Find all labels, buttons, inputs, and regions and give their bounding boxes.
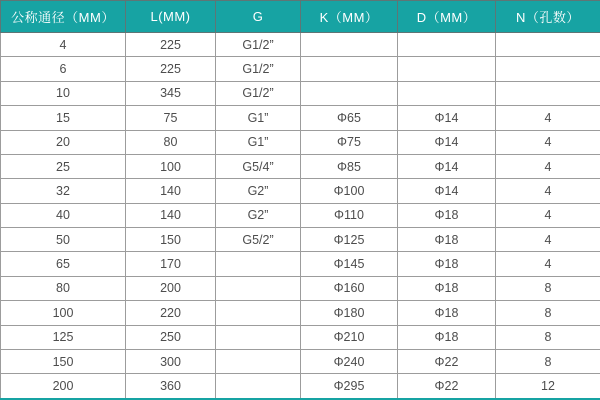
table-row — [1, 349, 600, 373]
table-cell: Φ180 — [301, 301, 398, 325]
table-cell: 20 — [1, 130, 126, 154]
table-cell: 150 — [126, 228, 216, 252]
table-cell: 15 — [1, 106, 126, 130]
table-cell — [216, 325, 301, 349]
table-cell: 170 — [126, 252, 216, 276]
table-cell: Φ65 — [301, 106, 398, 130]
table-cell: Φ18 — [398, 203, 496, 227]
table-cell: 12 — [496, 374, 600, 399]
table-cell: 345 — [126, 81, 216, 105]
column-header-6: N（孔数） — [496, 1, 600, 33]
table-cell — [216, 276, 301, 300]
table-cell: 65 — [1, 252, 126, 276]
table-cell: 32 — [1, 179, 126, 203]
table-cell: 225 — [126, 33, 216, 57]
table-cell: 140 — [126, 179, 216, 203]
table-cell — [496, 57, 600, 81]
table-cell: Φ18 — [398, 228, 496, 252]
table-cell: 360 — [126, 374, 216, 399]
table-cell: Φ22 — [398, 374, 496, 399]
table-cell — [398, 33, 496, 57]
table-cell: G1” — [216, 106, 301, 130]
table-cell: Φ240 — [301, 349, 398, 373]
column-header-1: 公称通径（MM） — [1, 1, 126, 33]
table-cell: Φ160 — [301, 276, 398, 300]
table-cell: Φ145 — [301, 252, 398, 276]
table-cell: 50 — [1, 228, 126, 252]
table-row — [1, 228, 600, 252]
table-cell: Φ18 — [398, 325, 496, 349]
table-cell: 100 — [1, 301, 126, 325]
table-cell: Φ100 — [301, 179, 398, 203]
table-cell — [398, 81, 496, 105]
table-cell: 4 — [496, 154, 600, 178]
table-cell: 125 — [1, 325, 126, 349]
table-cell: Φ18 — [398, 276, 496, 300]
table-cell: Φ18 — [398, 252, 496, 276]
table-cell: Φ295 — [301, 374, 398, 399]
table-cell: 250 — [126, 325, 216, 349]
table-cell: 8 — [496, 325, 600, 349]
table-cell: Φ75 — [301, 130, 398, 154]
table-cell: 140 — [126, 203, 216, 227]
table-cell: 4 — [496, 228, 600, 252]
table-cell: G2” — [216, 179, 301, 203]
table-cell: 80 — [126, 130, 216, 154]
table-row — [1, 106, 600, 130]
table-cell: Φ14 — [398, 130, 496, 154]
table-cell: 4 — [496, 106, 600, 130]
table-row — [1, 276, 600, 300]
table-cell: 100 — [126, 154, 216, 178]
table-cell — [301, 33, 398, 57]
table-cell — [216, 374, 301, 399]
table-cell: 200 — [1, 374, 126, 399]
table-row — [1, 325, 600, 349]
table-cell: G5/4” — [216, 154, 301, 178]
table-cell: 4 — [1, 33, 126, 57]
table-row — [1, 179, 600, 203]
table-cell: 80 — [1, 276, 126, 300]
table-row — [1, 301, 600, 325]
table-cell — [216, 301, 301, 325]
table-row — [1, 81, 600, 105]
table-cell: Φ210 — [301, 325, 398, 349]
table-cell: 200 — [126, 276, 216, 300]
table-cell: 8 — [496, 349, 600, 373]
table-cell — [301, 81, 398, 105]
table-cell: 6 — [1, 57, 126, 81]
table-cell: G5/2” — [216, 228, 301, 252]
table-cell — [216, 252, 301, 276]
table-cell: 10 — [1, 81, 126, 105]
table-header — [1, 1, 600, 33]
table-row — [1, 130, 600, 154]
table-row — [1, 154, 600, 178]
column-header-3: G — [216, 1, 301, 33]
table-cell: Φ18 — [398, 301, 496, 325]
table-cell: Φ14 — [398, 106, 496, 130]
table-cell: 4 — [496, 179, 600, 203]
table-cell: 8 — [496, 276, 600, 300]
table-cell: G1/2” — [216, 57, 301, 81]
table-cell: 300 — [126, 349, 216, 373]
table-cell: 4 — [496, 203, 600, 227]
table-cell: 40 — [1, 203, 126, 227]
table-cell: Φ125 — [301, 228, 398, 252]
column-header-5: D（MM） — [398, 1, 496, 33]
table-body — [1, 33, 600, 400]
table-cell: G1/2” — [216, 33, 301, 57]
table-cell: 4 — [496, 130, 600, 154]
table-cell — [301, 57, 398, 81]
table-cell: 150 — [1, 349, 126, 373]
table-cell: Φ14 — [398, 179, 496, 203]
header-row — [1, 1, 600, 33]
table-cell — [496, 81, 600, 105]
table-cell: 8 — [496, 301, 600, 325]
table-cell: 4 — [496, 252, 600, 276]
table-cell: 220 — [126, 301, 216, 325]
column-header-2: L(MM) — [126, 1, 216, 33]
table-cell — [216, 349, 301, 373]
table-row — [1, 374, 600, 399]
table-cell: 225 — [126, 57, 216, 81]
table-cell — [398, 57, 496, 81]
table-row — [1, 57, 600, 81]
table-row — [1, 203, 600, 227]
table-row — [1, 252, 600, 276]
table-cell: 25 — [1, 154, 126, 178]
table-row — [1, 33, 600, 57]
table-cell: G1” — [216, 130, 301, 154]
table-cell: G2” — [216, 203, 301, 227]
table-cell: 75 — [126, 106, 216, 130]
table-cell: Φ14 — [398, 154, 496, 178]
table-cell: Φ85 — [301, 154, 398, 178]
table-cell — [496, 33, 600, 57]
table-cell: G1/2” — [216, 81, 301, 105]
column-header-4: K（MM） — [301, 1, 398, 33]
table-cell: Φ110 — [301, 203, 398, 227]
table-cell: Φ22 — [398, 349, 496, 373]
